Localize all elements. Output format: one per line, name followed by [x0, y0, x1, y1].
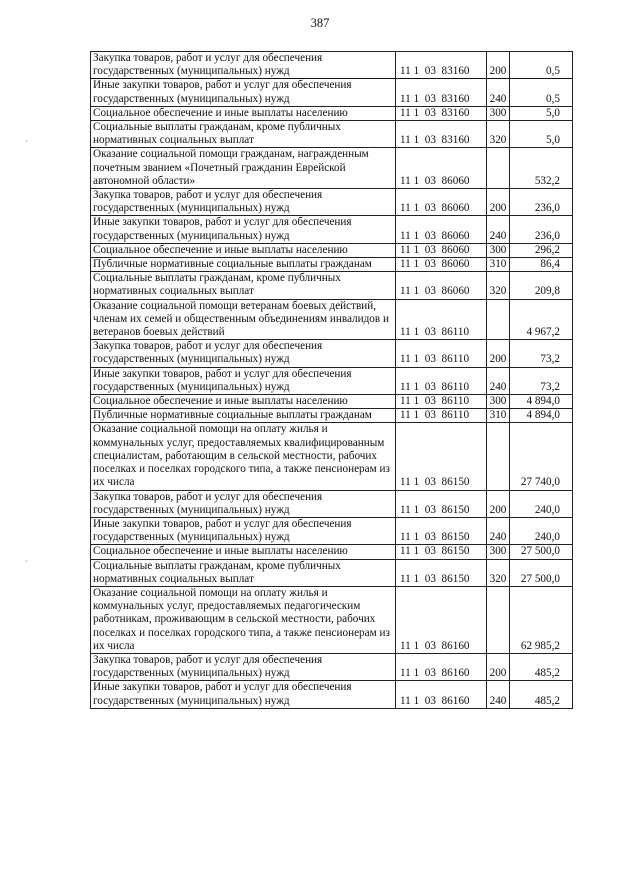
- table-row: [91, 79, 573, 106]
- row-amount: 209,8: [510, 272, 573, 299]
- row-description: Оказание социальной помощи гражданам, награжденным почетным званием «Почетный гражданин Еврейской автономной области»: [91, 148, 396, 189]
- table-row: [91, 395, 573, 409]
- row-target-code: 11 1 03 86160: [396, 681, 487, 708]
- row-target-code: 11 1 03 86110: [396, 367, 487, 394]
- row-amount: 240,0: [510, 490, 573, 517]
- row-description: Оказание социальной помощи на оплату жилья и коммунальных услуг, предоставляемых квалифицированным специалистам, работающим в сельской местности, рабочих поселках и поселках городского типа, а также пенсионерам из их числа: [91, 423, 396, 490]
- row-target-code: 11 1 03 86060: [396, 216, 487, 243]
- row-expense-type: 300: [487, 545, 510, 559]
- row-amount: 485,2: [510, 653, 573, 680]
- row-target-code: 11 1 03 83160: [396, 121, 487, 148]
- row-amount: 27 500,0: [510, 545, 573, 559]
- table-row: [91, 367, 573, 394]
- row-description: Социальные выплаты гражданам, кроме публичных нормативных социальных выплат: [91, 272, 396, 299]
- row-description: Социальные выплаты гражданам, кроме публичных нормативных социальных выплат: [91, 559, 396, 586]
- row-target-code: 11 1 03 86110: [396, 299, 487, 340]
- row-description: Иные закупки товаров, работ и услуг для обеспечения государственных (муниципальных) нужд: [91, 79, 396, 106]
- table-row: [91, 148, 573, 189]
- row-target-code: 11 1 03 86160: [396, 653, 487, 680]
- row-target-code: 11 1 03 86110: [396, 395, 487, 409]
- row-amount: 73,2: [510, 367, 573, 394]
- row-expense-type: 310: [487, 409, 510, 423]
- row-target-code: 11 1 03 83160: [396, 52, 487, 79]
- table-row: [91, 490, 573, 517]
- row-expense-type: 200: [487, 52, 510, 79]
- scan-speck: [26, 560, 27, 562]
- row-description: Публичные нормативные социальные выплаты гражданам: [91, 409, 396, 423]
- row-expense-type: [487, 299, 510, 340]
- row-target-code: 11 1 03 83160: [396, 106, 487, 120]
- row-amount: 62 985,2: [510, 586, 573, 653]
- row-description: Публичные нормативные социальные выплаты гражданам: [91, 258, 396, 272]
- row-amount: 0,5: [510, 52, 573, 79]
- budget-table-body: [91, 52, 573, 709]
- row-amount: 73,2: [510, 340, 573, 367]
- table-row: [91, 653, 573, 680]
- row-description: Социальное обеспечение и иные выплаты населению: [91, 243, 396, 257]
- row-amount: 27 500,0: [510, 559, 573, 586]
- row-description: Социальное обеспечение и иные выплаты населению: [91, 106, 396, 120]
- row-expense-type: 300: [487, 243, 510, 257]
- row-expense-type: 240: [487, 681, 510, 708]
- table-row: [91, 216, 573, 243]
- row-expense-type: 240: [487, 517, 510, 544]
- table-row: [91, 545, 573, 559]
- table-row: [91, 52, 573, 79]
- row-target-code: 11 1 03 86150: [396, 423, 487, 490]
- row-target-code: 11 1 03 86110: [396, 340, 487, 367]
- row-description: Закупка товаров, работ и услуг для обеспечения государственных (муниципальных) нужд: [91, 490, 396, 517]
- row-target-code: 11 1 03 86060: [396, 243, 487, 257]
- row-amount: 485,2: [510, 681, 573, 708]
- row-description: Социальное обеспечение и иные выплаты населению: [91, 395, 396, 409]
- row-target-code: 11 1 03 86150: [396, 490, 487, 517]
- table-row: [91, 121, 573, 148]
- row-expense-type: 320: [487, 121, 510, 148]
- table-row: [91, 258, 573, 272]
- row-amount: 240,0: [510, 517, 573, 544]
- row-expense-type: 310: [487, 258, 510, 272]
- budget-table: [90, 51, 573, 709]
- row-expense-type: 320: [487, 559, 510, 586]
- row-target-code: 11 1 03 86150: [396, 545, 487, 559]
- row-target-code: 11 1 03 86150: [396, 559, 487, 586]
- row-expense-type: 240: [487, 79, 510, 106]
- row-expense-type: [487, 586, 510, 653]
- row-target-code: 11 1 03 86060: [396, 148, 487, 189]
- table-row: [91, 189, 573, 216]
- row-description: Закупка товаров, работ и услуг для обеспечения государственных (муниципальных) нужд: [91, 52, 396, 79]
- row-amount: 236,0: [510, 216, 573, 243]
- row-target-code: 11 1 03 86110: [396, 409, 487, 423]
- row-amount: 4 894,0: [510, 395, 573, 409]
- row-amount: 532,2: [510, 148, 573, 189]
- row-target-code: 11 1 03 86060: [396, 272, 487, 299]
- table-row: [91, 409, 573, 423]
- row-description: Оказание социальной помощи на оплату жилья и коммунальных услуг, предоставляемых педагогическим работникам, проживающим в сельской местности, рабочих поселках и поселках городского типа, а также пенсионерам из их числа: [91, 586, 396, 653]
- row-target-code: 11 1 03 83160: [396, 79, 487, 106]
- row-description: Оказание социальной помощи ветеранам боевых действий, членам их семей и общественным объединениям инвалидов и ветеранов боевых действий: [91, 299, 396, 340]
- row-expense-type: 320: [487, 272, 510, 299]
- row-expense-type: [487, 148, 510, 189]
- table-row: [91, 243, 573, 257]
- table-row: [91, 517, 573, 544]
- row-amount: 4 894,0: [510, 409, 573, 423]
- row-target-code: 11 1 03 86060: [396, 258, 487, 272]
- row-amount: 5,0: [510, 106, 573, 120]
- table-row: [91, 586, 573, 653]
- row-description: Социальные выплаты гражданам, кроме публичных нормативных социальных выплат: [91, 121, 396, 148]
- table-row: [91, 340, 573, 367]
- row-description: Иные закупки товаров, работ и услуг для обеспечения государственных (муниципальных) нужд: [91, 517, 396, 544]
- row-description: Социальное обеспечение и иные выплаты населению: [91, 545, 396, 559]
- row-target-code: 11 1 03 86060: [396, 189, 487, 216]
- row-expense-type: 200: [487, 340, 510, 367]
- row-expense-type: 300: [487, 395, 510, 409]
- row-expense-type: 240: [487, 216, 510, 243]
- row-amount: 0,5: [510, 79, 573, 106]
- row-description: Иные закупки товаров, работ и услуг для обеспечения государственных (муниципальных) нужд: [91, 367, 396, 394]
- table-row: [91, 681, 573, 708]
- table-row: [91, 299, 573, 340]
- table-row: [91, 106, 573, 120]
- row-amount: 236,0: [510, 189, 573, 216]
- row-expense-type: 200: [487, 490, 510, 517]
- row-target-code: 11 1 03 86160: [396, 586, 487, 653]
- table-row: [91, 559, 573, 586]
- row-target-code: 11 1 03 86150: [396, 517, 487, 544]
- row-amount: 4 967,2: [510, 299, 573, 340]
- row-amount: 86,4: [510, 258, 573, 272]
- row-description: Иные закупки товаров, работ и услуг для обеспечения государственных (муниципальных) нужд: [91, 216, 396, 243]
- table-row: [91, 272, 573, 299]
- row-description: Закупка товаров, работ и услуг для обеспечения государственных (муниципальных) нужд: [91, 653, 396, 680]
- row-amount: 296,2: [510, 243, 573, 257]
- row-description: Закупка товаров, работ и услуг для обеспечения государственных (муниципальных) нужд: [91, 189, 396, 216]
- row-amount: 5,0: [510, 121, 573, 148]
- page-number: 387: [310, 16, 330, 30]
- row-description: Иные закупки товаров, работ и услуг для обеспечения государственных (муниципальных) нужд: [91, 681, 396, 708]
- row-expense-type: 200: [487, 189, 510, 216]
- row-description: Закупка товаров, работ и услуг для обеспечения государственных (муниципальных) нужд: [91, 340, 396, 367]
- scan-speck: [26, 140, 27, 142]
- row-expense-type: 240: [487, 367, 510, 394]
- row-amount: 27 740,0: [510, 423, 573, 490]
- row-expense-type: [487, 423, 510, 490]
- table-row: [91, 423, 573, 490]
- row-expense-type: 300: [487, 106, 510, 120]
- row-expense-type: 200: [487, 653, 510, 680]
